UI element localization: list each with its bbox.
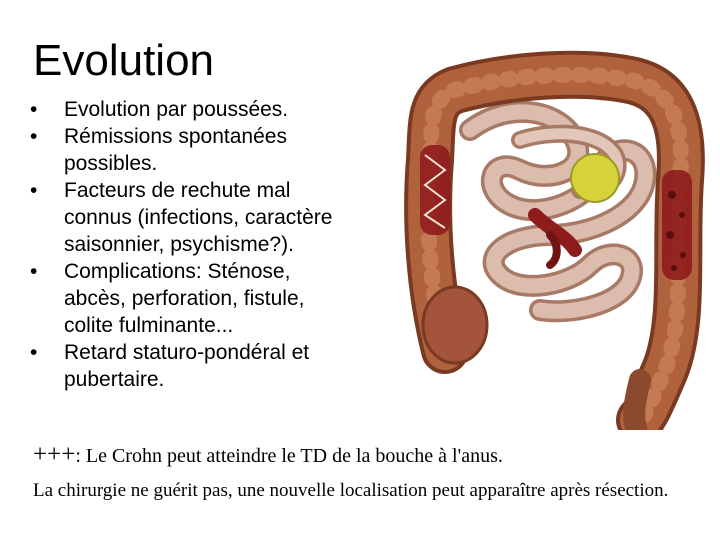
- slide-title: Evolution: [33, 36, 215, 85]
- small-intestine: [470, 112, 645, 311]
- bullet-line: Evolution par poussées.: [64, 98, 289, 121]
- bullet-line: abcès, perforation, fistule,: [64, 287, 305, 310]
- bullet-line: possibles.: [64, 152, 158, 175]
- bullet-line: Retard staturo-pondéral et: [64, 341, 310, 364]
- bullet-line: colite fulminante...: [64, 314, 234, 337]
- inflamed-segment: [550, 235, 557, 265]
- bullet-line: Rémissions spontanées: [64, 125, 287, 148]
- lesion-spot: [571, 154, 619, 202]
- crohn-note: [33, 440, 503, 471]
- rectum: [634, 380, 640, 428]
- caecum: [423, 287, 487, 363]
- bullet-line: connus (infections, caractère: [64, 206, 333, 229]
- bullet-item: [28, 123, 408, 177]
- surgery-note: La chirurgie ne guérit pas, une nouvelle localisation peut apparaître après résection.: [33, 480, 669, 501]
- inflamed-colon-right: [662, 170, 692, 280]
- bullet-line: Complications: Sténose,: [64, 260, 291, 283]
- bullet-item: [28, 96, 408, 123]
- intestine-illustration: [400, 20, 710, 430]
- bullet-line: saisonnier, psychisme?).: [64, 233, 294, 256]
- bullet-item: [28, 339, 408, 393]
- note-text: : Le Crohn peut atteindre le TD de la bouche à l'anus.: [75, 445, 503, 467]
- note-prefix: +++: [33, 441, 76, 468]
- bullet-line: pubertaire.: [64, 368, 165, 391]
- bullet-item: [28, 177, 408, 258]
- bullet-item: [28, 258, 408, 339]
- bullet-list: [28, 96, 408, 393]
- bullet-line: Facteurs de rechute mal: [64, 179, 291, 202]
